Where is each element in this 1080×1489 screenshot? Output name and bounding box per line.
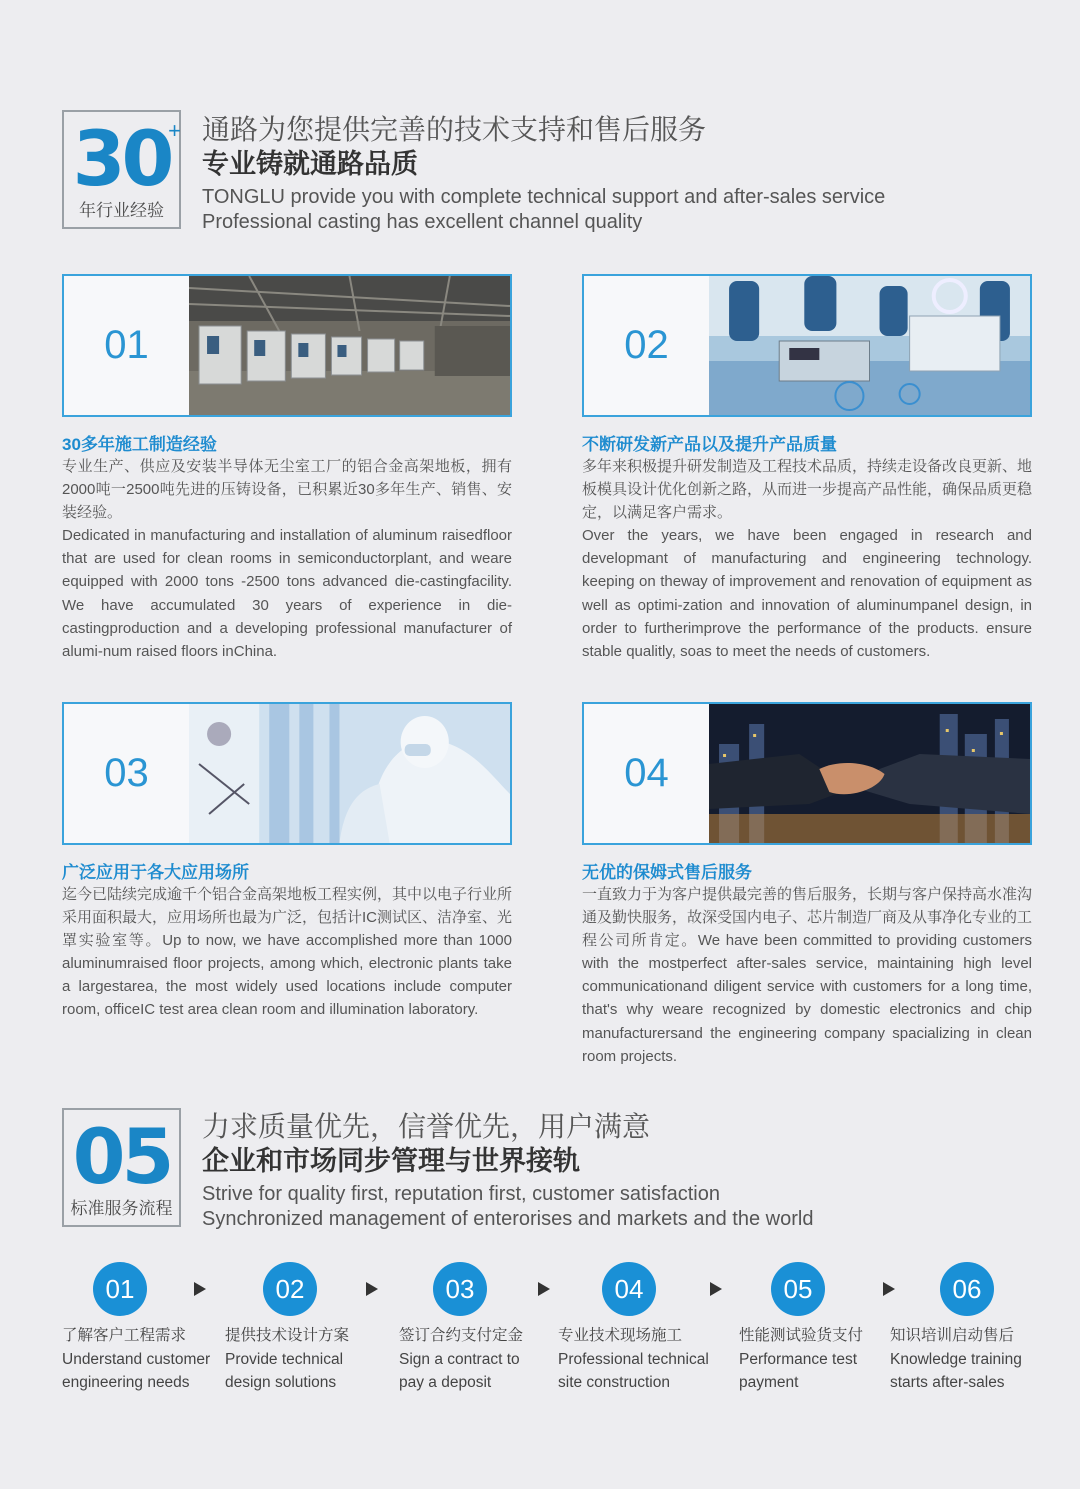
step-label-en-2: starts after-sales <box>890 1374 1005 1391</box>
section-title-01: 30多年施工制造经验 <box>62 435 217 454</box>
step-number: 05 <box>771 1262 825 1316</box>
section-body-en: Dedicated in manufacturing and installation of aluminum raisedfloor that are used for clean rooms in semiconductorplant, and weare equipped with 2000 tons -2500 tons advanced die-castingfacility. We have accumulated 30 years of experience in die-castingproduction and a developing professional manufacturer of alumi-num raised floors inChina. <box>62 527 512 660</box>
top-heading <box>202 113 885 235</box>
section-body-04 <box>582 883 1032 1068</box>
badge-caption: 标准服务流程 <box>70 1199 173 1218</box>
feature-card-02 <box>582 274 1032 417</box>
step-number: 01 <box>93 1262 147 1316</box>
step-label-en-1: Knowledge training <box>890 1350 1022 1368</box>
step-label-zh: 专业技术现场施工 <box>558 1327 683 1344</box>
heading-line-3: TONGLU provide you with complete technical support and after-sales service <box>202 186 886 208</box>
process-steps <box>62 1262 1042 1402</box>
step-number: 06 <box>940 1262 994 1316</box>
feature-card-03 <box>62 702 512 845</box>
card-number: 01 <box>104 323 149 367</box>
heading-line-4: Professional casting has excellent channel quality <box>202 211 643 233</box>
heading-line-2: 专业铸就通路品质 <box>202 149 418 179</box>
badge-caption: 年行业经验 <box>79 201 164 220</box>
step-label-zh: 提供技术设计方案 <box>225 1327 350 1344</box>
heading-line-4: Synchronized management of enterorises and markets and the world <box>202 1208 814 1230</box>
card-number: 03 <box>104 751 149 795</box>
heading-line-2: 企业和市场同步管理与世界接轨 <box>202 1146 580 1176</box>
handshake-photo <box>709 704 1030 843</box>
step-label-zh: 知识培训启动售后 <box>890 1327 1015 1344</box>
lab-photo <box>709 276 1030 415</box>
section-body-en: Up to now, we have accomplished more than 1000 aluminumraised floor projects, among which, electronic plants take a largestarea, the most widely used locations include computer room, officeIC test area clean room and illumination laboratory. <box>62 932 512 1019</box>
section-body-01 <box>62 455 512 663</box>
section-title-02: 不断研发新产品以及提升产品质量 <box>582 435 837 454</box>
card-number: 02 <box>624 323 669 367</box>
step-label-en-2: design solutions <box>225 1374 337 1391</box>
step-label-en-1: Provide technical <box>225 1350 344 1368</box>
step-label-en-2: engineering needs <box>62 1374 190 1391</box>
step-label-en-1: Sign a contract to <box>399 1350 520 1368</box>
service-process-badge <box>62 1108 181 1227</box>
feature-card-01 <box>62 274 512 417</box>
feature-card-04 <box>582 702 1032 845</box>
arrow-icon <box>366 1282 378 1296</box>
badge-number: 05 <box>72 1112 171 1201</box>
step-number: 03 <box>433 1262 487 1316</box>
step-label-en-2: site construction <box>558 1374 670 1391</box>
section-body-zh: 专业生产、供应及安装半导体无尘室工厂的铝合金高架地板，拥有2000吨一2500吨先进的压铸设备，已积累近30多年生产、销售、安装经验。 <box>62 458 512 522</box>
section-body-zh: 一直致力于为客户提供最完善的售后服务，长期与客户保持高水准沟通及勤快服务，故深受国内电子、芯片制造厂商及从事净化专业的工程公司所肯定。 <box>582 886 1033 950</box>
step-number: 04 <box>602 1262 656 1316</box>
arrow-icon <box>194 1282 206 1296</box>
experience-badge <box>62 110 181 229</box>
heading-line-1: 通路为您提供完善的技术支持和售后服务 <box>202 114 707 145</box>
step-label-en-1: Performance test <box>739 1350 858 1368</box>
section-title-04: 无优的保姆式售后服务 <box>582 863 752 882</box>
section-body-zh: 多年来积极提升研发制造及工程技术品质，持续走设备改良更新、地板模具设计优化创新之路，从而进一步提高产品性能，确保品质更稳定，以满足客户需求。 <box>582 458 1033 522</box>
step-number: 02 <box>263 1262 317 1316</box>
step-label-en-2: pay a deposit <box>399 1374 492 1391</box>
mid-heading <box>202 1110 813 1232</box>
step-label-en-1: Professional technical <box>558 1350 709 1368</box>
section-body-en: Over the years, we have been engaged in research and developmant of manufacturing and engineering technology. keeping on theway of improvement and renovation of equipment as well as optimi-zation and innovation of aluminumpanel design, in order to furtherimprove the performance of the products. ensure stable qualitly, soas to meet the needs of customers. <box>582 527 1032 660</box>
arrow-icon <box>883 1282 895 1296</box>
arrow-icon <box>710 1282 722 1296</box>
factory-photo <box>189 276 510 415</box>
step-label-zh: 了解客户工程需求 <box>62 1327 187 1344</box>
step-label-zh: 性能测试验货支付 <box>739 1327 864 1344</box>
section-title-03: 广泛应用于各大应用场所 <box>62 863 249 882</box>
heading-line-3: Strive for quality first, reputation first, customer satisfaction <box>202 1183 720 1205</box>
cleanroom-photo <box>189 704 510 843</box>
step-label-zh: 签订合约支付定金 <box>399 1327 524 1344</box>
heading-line-1: 力求质量优先，信誉优先，用户满意 <box>202 1111 651 1142</box>
badge-plus: + <box>168 118 181 143</box>
card-number: 04 <box>624 751 669 795</box>
section-body-en: We have been committed to providing customers with the mostperfect after-sales service, maintaining high level communicationand diligent service with customers for a long time, that's why weare recognized by domestic electronics and chip manufacturersand the engineering company spacializing in clean room projects. <box>582 932 1032 1065</box>
section-body-03 <box>62 883 512 1022</box>
step-label-en-1: Understand customer <box>62 1350 211 1368</box>
section-body-zh: 迄今已陆续完成逾千个铝合金高架地板工程实例，其中以电子行业所采用面积最大，应用场所也最为广泛，包括计IC测试区、洁净室、光罩实验室等。 <box>62 886 513 950</box>
arrow-icon <box>538 1282 550 1296</box>
badge-number: 30 <box>72 114 171 203</box>
step-label-en-2: payment <box>739 1374 799 1391</box>
section-body-02 <box>582 455 1032 663</box>
